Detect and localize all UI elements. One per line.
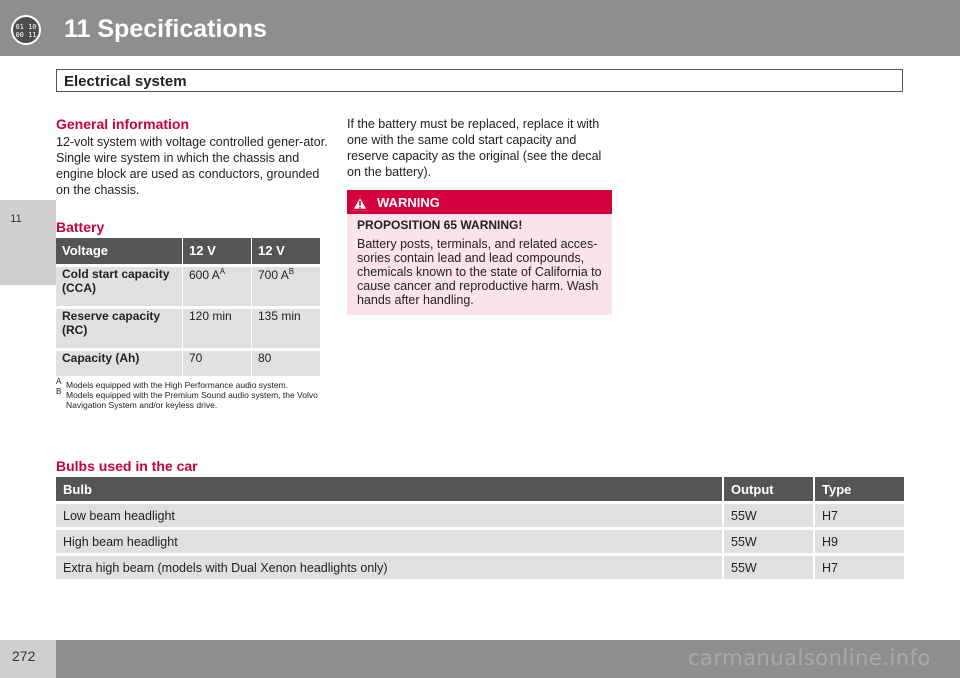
battery-table-header <box>56 238 320 264</box>
cell-number: 700 A <box>258 268 289 282</box>
bulb-name: Low beam headlight <box>56 501 722 527</box>
chapter-tab-number: 11 <box>10 213 22 225</box>
cell-value: 80 <box>251 348 320 376</box>
bulb-output: 55W <box>722 553 813 579</box>
logo-text: 01 10 00 11 <box>15 23 37 39</box>
battery-footnotes <box>56 377 326 410</box>
cell-value <box>251 264 320 306</box>
bulb-output: 55W <box>722 527 813 553</box>
bulb-type: H7 <box>813 501 904 527</box>
warning-text: Battery posts, terminals, and related acces-sories contain lead and lead compounds, chemicals known to the state of California to cause cancer and reproductive harm. Wash hands after handling. <box>357 237 602 307</box>
bulb-name: High beam headlight <box>56 527 722 553</box>
bulbs-heading: Bulbs used in the car <box>56 458 198 474</box>
footnote-text: Models equipped with the High Performance audio system. <box>66 380 289 390</box>
cell-value: 135 min <box>251 306 320 348</box>
page-number: 272 <box>12 648 36 664</box>
bulb-type: H7 <box>813 553 904 579</box>
watermark: carmanualsonline.info <box>688 646 931 670</box>
chapter-logo-icon <box>11 15 41 45</box>
footnote-mark: B <box>56 387 62 396</box>
bulbs-table-header <box>56 477 904 501</box>
bulbs-col-type: Type <box>813 477 904 501</box>
cell-value: 70 <box>182 348 251 376</box>
battery-col-12v-a: 12 V <box>182 238 251 264</box>
table-row <box>56 306 320 348</box>
footnote-mark: A <box>219 267 226 276</box>
row-label: Reserve capacity (RC) <box>56 306 182 348</box>
bulb-type: H9 <box>813 527 904 553</box>
cell-value: 120 min <box>182 306 251 348</box>
cell-number: 600 A <box>189 268 220 282</box>
footnote <box>56 377 326 390</box>
row-label: Capacity (Ah) <box>56 348 182 376</box>
bulb-output: 55W <box>722 501 813 527</box>
footnote-mark: A <box>56 377 62 386</box>
footnote-text: Models equipped with the Premium Sound audio system, the Volvo Navigation System and/or keyless drive. <box>66 390 318 410</box>
battery-heading: Battery <box>56 219 105 235</box>
footnote-mark: B <box>288 267 295 276</box>
table-row <box>56 348 320 376</box>
bulbs-col-bulb: Bulb <box>56 477 722 501</box>
footnote <box>56 387 326 410</box>
chapter-title: 11 Specifications <box>64 15 267 43</box>
cell-value <box>182 264 251 306</box>
warning-subtitle: PROPOSITION 65 WARNING! <box>357 218 523 232</box>
battery-table <box>56 238 320 376</box>
warning-title: WARNING <box>377 195 440 210</box>
replace-text: If the battery must be replaced, replace it with one with the same cold start capacity and reserve capacity as the original (see the decal on the battery). <box>347 117 602 179</box>
table-row <box>56 264 320 306</box>
bulbs-col-output: Output <box>722 477 813 501</box>
battery-col-voltage: Voltage <box>62 243 108 258</box>
general-heading: General information <box>56 116 190 132</box>
section-title: Electrical system <box>64 73 187 90</box>
table-row <box>56 527 904 553</box>
general-text: 12-volt system with voltage controlled gener-ator. Single wire system in which the chassis and engine block are used as conductors, grounded on the chassis. <box>56 135 328 197</box>
warning-triangle-icon <box>349 193 371 212</box>
table-row <box>56 501 904 527</box>
bulbs-table <box>56 477 904 579</box>
table-row <box>56 553 904 579</box>
bulb-name: Extra high beam (models with Dual Xenon headlights only) <box>56 553 722 579</box>
row-label: Cold start capacity (CCA) <box>56 264 182 306</box>
battery-col-12v-b: 12 V <box>251 238 320 264</box>
